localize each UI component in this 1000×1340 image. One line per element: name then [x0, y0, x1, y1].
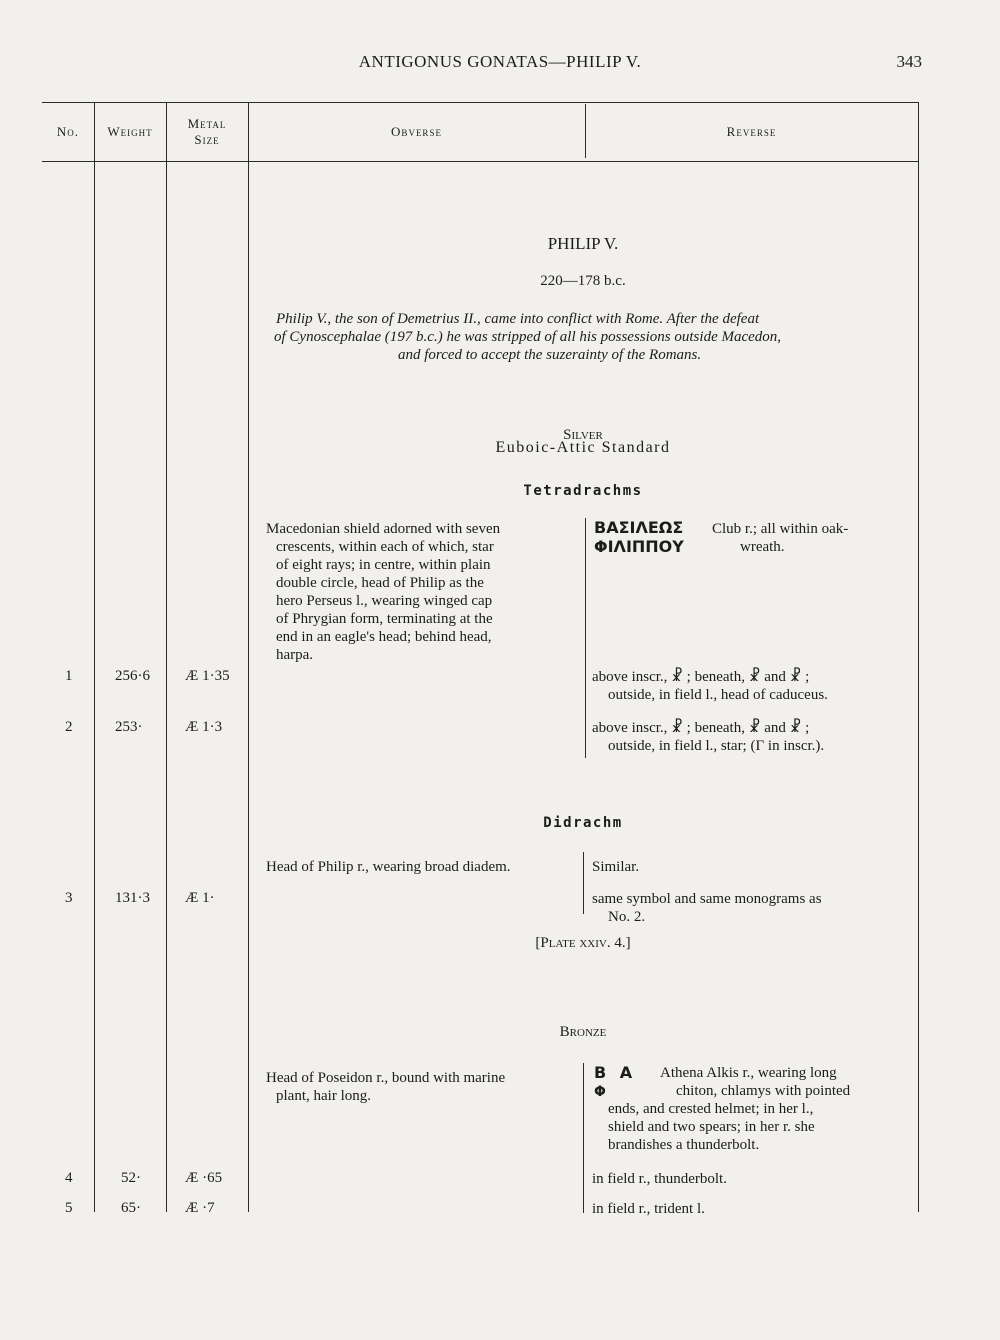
tetra-obv-line-8: harpa. — [276, 647, 314, 663]
bronze-greek-letters-1: Β Α — [594, 1063, 633, 1082]
coin-weight: 256·6 — [115, 668, 150, 684]
header-obverse: Obverse — [391, 124, 442, 139]
header-weight: Weight — [107, 124, 153, 139]
col-rule-2 — [166, 102, 167, 1212]
coin-reverse-1: above inscr., ☧ ; beneath, ☧ and ☧ ; — [592, 669, 810, 685]
bronze-rev-desc-1: Athena Alkis r., wearing long — [660, 1065, 837, 1081]
intro-line-2: of Cynoscephalae (197 b.c.) he was stripped of all his possessions outside Macedon, — [274, 329, 782, 345]
bronze-rev-desc-5: brandishes a thunderbolt. — [608, 1137, 760, 1153]
header-no: No. — [56, 124, 80, 139]
tetra-obv-line-3: of eight rays; in centre, within plain — [276, 557, 491, 573]
didrachm-reverse: Similar. — [592, 859, 640, 875]
coin-no: 5 — [65, 1200, 73, 1216]
header-reverse: Reverse — [726, 124, 777, 139]
bronze-rev-desc-2: chiton, chlamys with pointed — [676, 1083, 851, 1099]
greek-legend-1: ΒΑΣΙΛΕΩΣ — [594, 518, 684, 537]
header-bottom-rule — [42, 161, 918, 162]
heading-bronze: Bronze — [559, 1024, 607, 1040]
bronze-rev-desc-3: ends, and crested helmet; in her l., — [608, 1101, 814, 1117]
coin-metal: Æ 1· — [185, 890, 215, 906]
col-rule-3 — [248, 102, 249, 1212]
coin-no: 1 — [65, 668, 73, 684]
intro-line-1: Philip V., the son of Demetrius II., came into conflict with Rome. After the defeat — [276, 311, 760, 327]
running-head: ANTIGONUS GONATAS—PHILIP V. — [358, 52, 642, 71]
coin-reverse-1: in field r., trident l. — [592, 1201, 705, 1217]
coin-reverse-1: in field r., thunderbolt. — [592, 1171, 727, 1187]
obverse-reverse-divider-2 — [583, 852, 584, 914]
bronze-obv-line-2: plant, hair long. — [276, 1088, 371, 1104]
bronze-obv-line-1: Head of Poseidon r., bound with marine — [266, 1070, 506, 1086]
heading-tetradrachms: Tetradrachms — [523, 483, 643, 499]
coin-no: 4 — [65, 1170, 73, 1186]
coin-weight: 131·3 — [115, 890, 150, 906]
coin-reverse-1: above inscr., ☧ ; beneath, ☧ and ☧ ; — [592, 720, 810, 736]
coin-no: 2 — [65, 719, 73, 735]
col-rule-1 — [94, 102, 95, 1212]
bronze-rev-desc-4: shield and two spears; in her r. she — [608, 1119, 815, 1135]
coin-reverse-2: outside, in field l., head of caduceus. — [608, 687, 828, 703]
obverse-reverse-divider-3 — [583, 1063, 584, 1213]
tetra-rev-desc-1: Club r.; all within oak- — [712, 521, 849, 537]
page-number: 343 — [896, 52, 922, 71]
coin-reverse-2: No. 2. — [608, 909, 646, 925]
heading-didrachm: Didrachm — [543, 815, 623, 831]
col-rule-right — [918, 102, 919, 1212]
coin-weight: 52· — [121, 1170, 141, 1186]
coin-reverse-2: outside, in field l., star; (Γ in inscr.). — [608, 738, 825, 754]
tetra-rev-desc-2: wreath. — [740, 539, 785, 555]
tetra-obv-line-4: double circle, head of Philip as the — [276, 575, 484, 591]
bronze-greek-letters-2: Φ — [594, 1084, 606, 1100]
tetra-obv-line-7: end in an eagle's head; behind head, — [276, 629, 492, 645]
coin-weight: 253· — [115, 719, 143, 735]
header-size: Size — [194, 132, 220, 147]
coin-metal: Æ ·65 — [185, 1170, 223, 1186]
obverse-reverse-divider-1 — [585, 518, 586, 758]
tetra-obv-line-5: hero Perseus l., wearing winged cap — [276, 593, 493, 609]
section-dates: 220—178 b.c. — [540, 273, 626, 289]
tetra-obv-line-1: Macedonian shield adorned with seven — [266, 521, 501, 537]
heading-silver: Silver — [563, 427, 603, 443]
plate-reference: [Plate xxiv. 4.] — [535, 935, 631, 951]
coin-weight: 65· — [121, 1200, 141, 1216]
header-metal: Metal — [187, 116, 227, 131]
heading-standard: Euboic-Attic Standard — [495, 439, 671, 456]
coin-reverse-1: same symbol and same monograms as — [592, 891, 822, 907]
intro-line-3: and forced to accept the suzerainty of the Romans. — [398, 347, 702, 363]
didrachm-obverse: Head of Philip r., wearing broad diadem. — [266, 859, 511, 875]
coin-metal: Æ ·7 — [185, 1200, 215, 1216]
coin-no: 3 — [65, 890, 73, 906]
coin-metal: Æ 1·3 — [185, 719, 223, 735]
greek-legend-2: ΦΙΛΙΠΠΟΥ — [594, 537, 684, 556]
coin-metal: Æ 1·35 — [185, 668, 230, 684]
tetra-obv-line-2: crescents, within each of which, star — [276, 539, 494, 555]
tetra-obv-line-6: of Phrygian form, terminating at the — [276, 611, 493, 627]
section-title: PHILIP V. — [547, 234, 619, 253]
table-top-rule — [42, 102, 918, 103]
